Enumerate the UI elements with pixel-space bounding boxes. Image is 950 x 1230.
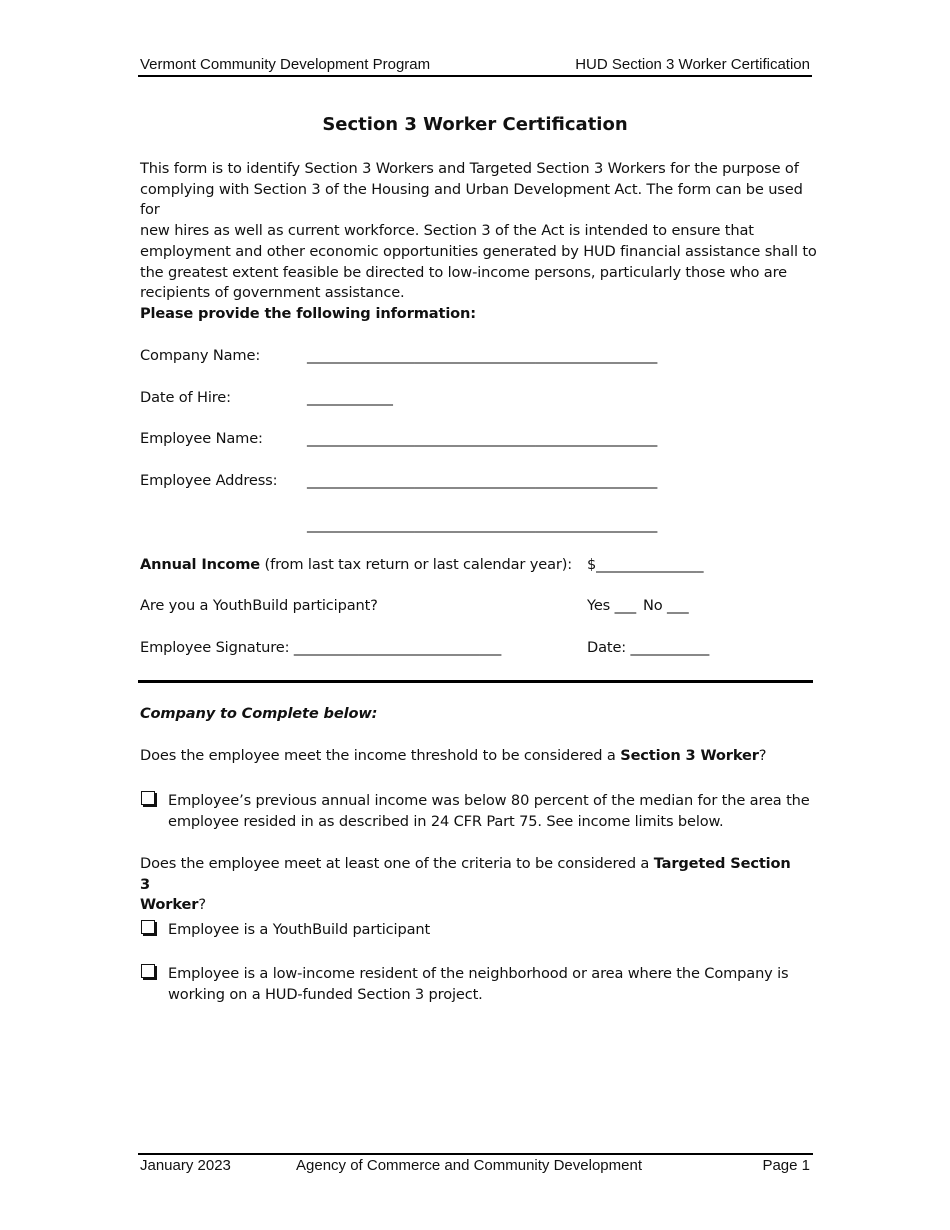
q2-line-1 bbox=[140, 854, 800, 895]
footer-date: January 2023 bbox=[140, 1157, 231, 1174]
employee-address-field-2[interactable]: _________________________________________________ bbox=[307, 516, 658, 533]
check3-line: Employee is a low-income resident of the neighborhood or area where the Company is bbox=[168, 965, 789, 982]
company-name-label: Company Name: bbox=[140, 347, 261, 364]
section3-worker-question bbox=[140, 746, 766, 767]
q2-end: ? bbox=[198, 896, 206, 914]
q2-line-2 bbox=[140, 895, 800, 916]
footer-page-number: Page 1 bbox=[762, 1157, 810, 1174]
youthbuild-yes-field[interactable]: Yes ___ bbox=[587, 597, 637, 614]
q1-bold: Section 3 Worker bbox=[620, 747, 759, 764]
employee-signature-field[interactable]: Employee Signature: _____________________________ bbox=[140, 639, 502, 656]
employee-address-field-1[interactable]: _________________________________________________ bbox=[307, 472, 658, 489]
check1-line: Employee’s previous annual income was below 80 percent of the median for the area the bbox=[168, 792, 810, 809]
annual-income-label bbox=[140, 555, 572, 576]
date-of-hire-field[interactable]: ____________ bbox=[307, 389, 393, 406]
low-income-resident-text bbox=[168, 964, 789, 1005]
annual-income-bold: Annual Income bbox=[140, 556, 261, 573]
intro-line: the greatest extent feasible be directed to low-income persons, particularly those who are bbox=[140, 263, 787, 281]
intro-line: new hires as well as current workforce. Section 3 of the Act is intended to ensure that bbox=[140, 222, 754, 240]
page-title: Section 3 Worker Certification bbox=[322, 114, 628, 135]
header-program: Vermont Community Development Program bbox=[140, 56, 431, 73]
youthbuild-question: Are you a YouthBuild participant? bbox=[140, 597, 378, 614]
q2-bold-2: Worker bbox=[140, 896, 199, 914]
employee-address-label: Employee Address: bbox=[140, 472, 278, 489]
annual-income-field[interactable]: $_______________ bbox=[587, 556, 704, 573]
youthbuild-check-text: Employee is a YouthBuild participant bbox=[168, 921, 431, 938]
q2-text: Does the employee meet at least one of the criteria to be considered a bbox=[140, 855, 654, 872]
footer-rule bbox=[138, 1153, 813, 1155]
form-heading: Please provide the following information: bbox=[140, 305, 476, 322]
signature-date-field[interactable]: Date: ___________ bbox=[587, 639, 710, 656]
footer-agency: Agency of Commerce and Community Development bbox=[296, 1157, 642, 1174]
intro-line: employment and other economic opportunities generated by HUD financial assistance shall to bbox=[140, 242, 817, 260]
low-income-resident-checkbox[interactable] bbox=[141, 964, 155, 978]
company-section-heading: Company to Complete below: bbox=[140, 705, 378, 722]
section-divider bbox=[138, 680, 813, 683]
income-threshold-checkbox[interactable] bbox=[141, 791, 155, 805]
date-of-hire-label: Date of Hire: bbox=[140, 389, 231, 406]
intro-line: This form is to identify Section 3 Workers and Targeted Section 3 Workers for the purpose of bbox=[140, 160, 799, 177]
employee-name-label: Employee Name: bbox=[140, 430, 263, 447]
targeted-worker-question bbox=[140, 854, 800, 916]
intro-line: complying with Section 3 of the Housing and Urban Development Act. The form can be used for bbox=[140, 180, 803, 219]
header-rule bbox=[138, 75, 812, 77]
check1-line: employee resided in as described in 24 CFR Part 75. See income limits below. bbox=[168, 812, 724, 830]
employee-name-field[interactable]: _________________________________________________ bbox=[307, 430, 658, 447]
youthbuild-checkbox[interactable] bbox=[141, 920, 155, 934]
q2-bold-1: Targeted Section 3 bbox=[140, 855, 791, 893]
check3-line: working on a HUD-funded Section 3 project. bbox=[168, 985, 483, 1003]
intro-paragraph bbox=[140, 159, 820, 304]
youthbuild-no-field[interactable]: No ___ bbox=[643, 597, 689, 614]
company-name-field[interactable]: _________________________________________________ bbox=[307, 347, 658, 364]
intro-line: recipients of government assistance. bbox=[140, 284, 405, 302]
header-form-title: HUD Section 3 Worker Certification bbox=[575, 56, 810, 73]
income-threshold-text bbox=[168, 791, 810, 832]
annual-income-note: (from last tax return or last calendar year): bbox=[260, 556, 573, 573]
q1-text: Does the employee meet the income threshold to be considered a bbox=[140, 747, 621, 764]
q1-end: ? bbox=[758, 747, 767, 764]
